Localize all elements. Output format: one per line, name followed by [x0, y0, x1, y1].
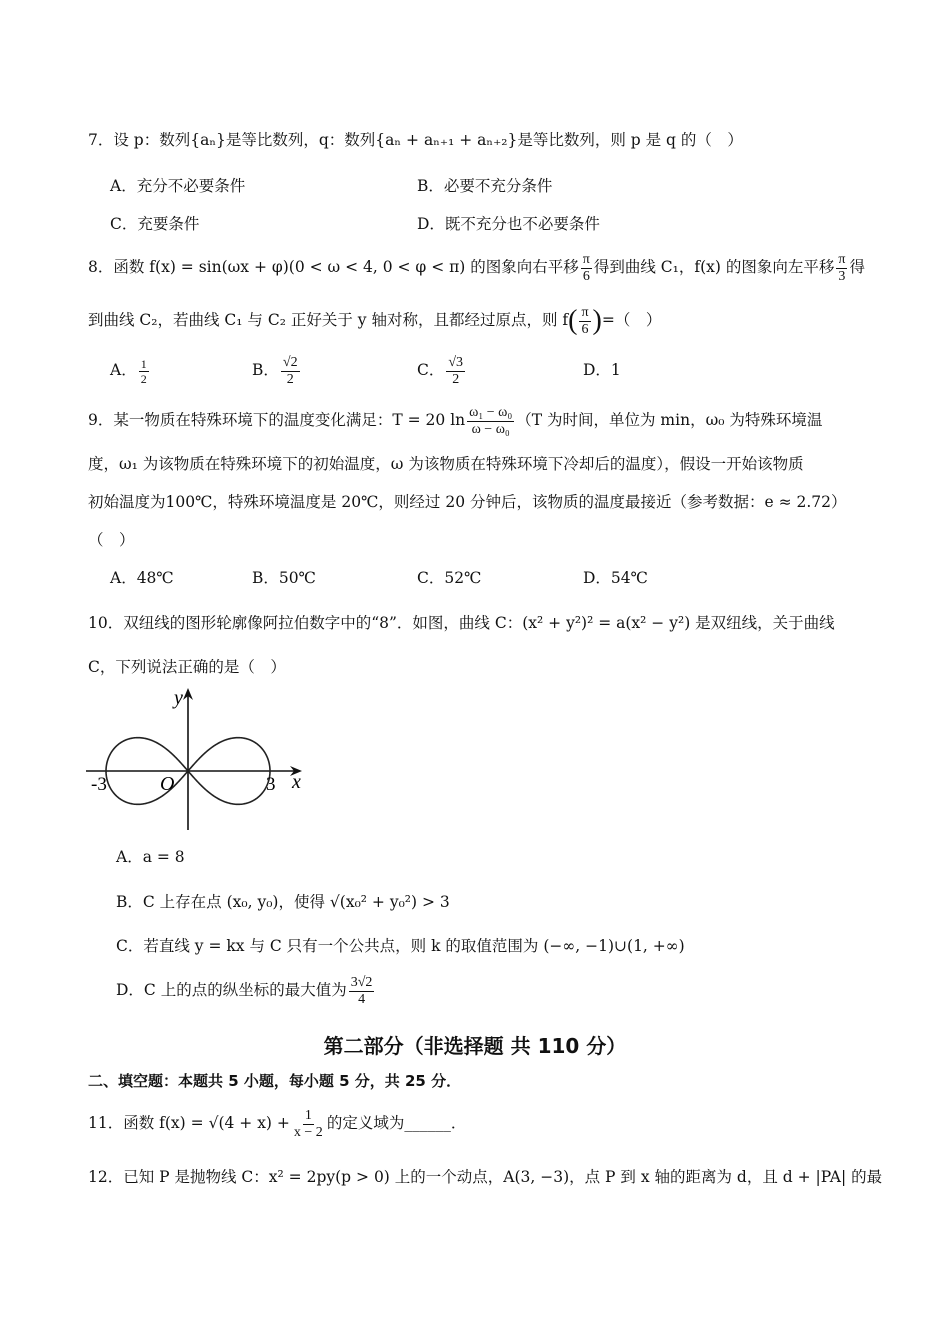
q8-option-a	[110, 352, 151, 388]
q9-stem-line2: 度，ω₁ 为该物质在特殊环境下的初始温度，ω 为该物质在特殊环境下冷却后的温度），假设一开始该物质	[88, 455, 804, 473]
q9-option-b: B．50℃	[252, 569, 316, 587]
q10-option-c: C．若直线 y = kx 与 C 只有一个公共点，则 k 的取值范围为 (−∞, −1)∪(1, +∞)	[116, 937, 685, 955]
q7-option-b: B．必要不充分条件	[417, 177, 553, 195]
q8-frac-den-3: 6	[581, 321, 589, 337]
q10-option-a: A．a = 8	[116, 848, 185, 866]
q8-option-a-den: 2	[140, 371, 147, 386]
q8-frac-num-3: π	[581, 304, 589, 320]
q8-option-b-den: 2	[286, 371, 294, 387]
q8-option-c-frac	[446, 355, 465, 388]
q8-frac-den: 6	[582, 268, 590, 284]
q10-stem-line1: 10．双纽线的图形轮廓像阿拉伯数字中的“8”．如图，曲线 C：(x² + y²)² = a(x² − y²) 是双纽线，关于曲线	[88, 614, 835, 632]
q8-stem-line1	[88, 249, 865, 285]
q8-fraction-pi-6	[581, 252, 592, 285]
section-heading: 二、填空题：本题共 5 小题，每小题 5 分，共 25 分．	[88, 1072, 462, 1090]
q8-option-a-label: A．	[110, 361, 137, 379]
figure-neg3-label: -3	[91, 774, 107, 795]
q8-option-c-den: 2	[452, 371, 460, 387]
q8-option-b	[252, 352, 302, 388]
q8-option-d: D．1	[583, 361, 621, 379]
figure-x-label: x	[292, 771, 301, 793]
figure-y-label: y	[174, 687, 183, 709]
q8-option-a-frac	[139, 357, 149, 386]
q9-option-a: A．48℃	[110, 569, 174, 587]
q10-option-d-frac	[349, 975, 375, 1008]
q8-frac-num-2: π	[838, 251, 846, 267]
q9-option-c: C．52℃	[417, 569, 482, 587]
q9-stem-line4: （ ）	[88, 531, 135, 549]
q11-frac-den: x − 2	[293, 1124, 323, 1140]
q8-option-b-frac	[281, 355, 300, 388]
q11-frac-num: 1	[304, 1107, 312, 1123]
q10-option-d-text: D．C 上的点的纵坐标的最大值为	[116, 981, 347, 999]
q9-stem-line1	[88, 401, 822, 439]
q8-stem-line2: 到曲线 C₂，若曲线 C₁ 与 C₂ 正好关于 y 轴对称，且都经过原点，则 f( $\frac{\pi}{6}$ )=（ ）	[88, 304, 662, 337]
q8-option-c	[417, 352, 467, 388]
q10-option-b: B．C 上存在点 (x₀, y₀)，使得 √(x₀² + y₀²) > 3	[116, 893, 450, 911]
q8-option-c-num: √3	[448, 354, 464, 370]
figure-origin-label: O	[160, 773, 175, 795]
q8-frac-num: π	[582, 251, 590, 267]
figure-pos3-label: 3	[266, 774, 276, 795]
q10-option-d-num: 3√2	[350, 974, 373, 990]
q9-stem-line3: 初始温度为100℃，特殊环境温度是 20℃，则经过 20 分钟后，该物质的温度最接近（参考数据：e ≈ 2.72）	[88, 493, 847, 511]
q7-option-c: C．充要条件	[110, 215, 200, 233]
q11-stem-part2: 的定义域为______．	[326, 1114, 467, 1132]
q8-option-b-num: √2	[282, 354, 298, 370]
q9-stem-part1: 9．某一物质在特殊环境下的温度变化满足：T = 20 ln	[88, 411, 466, 429]
q9-frac-den: ω − ω₀	[471, 421, 510, 437]
q8-option-b-label: B．	[252, 361, 279, 379]
q8-option-c-label: C．	[417, 361, 445, 379]
part2-heading: 第二部分（非选择题 共 110 分）	[323, 1034, 627, 1058]
q7-option-d: D．既不充分也不必要条件	[417, 215, 600, 233]
q11-stem	[88, 1104, 466, 1142]
q8-fraction-arg	[579, 305, 590, 338]
q8-fraction-pi-3	[836, 252, 847, 285]
q9-option-d: D．54℃	[583, 569, 648, 587]
q8-stem-part1: 8．函数 f(x) = sin(ωx + φ)(0 < ω < 4, 0 < φ < π) 的图象向右平移	[88, 258, 579, 276]
q12-stem: 12．已知 P 是抛物线 C：x² = 2py(p > 0) 上的一个动点，A(3, −3)，点 P 到 x 轴的距离为 d，且 d + |PA| 的最	[88, 1168, 883, 1186]
q8-frac-den-2: 3	[838, 268, 846, 284]
q7-option-a: A．充分不必要条件	[110, 177, 246, 195]
q10-option-d	[116, 971, 376, 1009]
q9-stem-part2: （T 为时间，单位为 min，ω₀ 为特殊环境温	[516, 411, 823, 429]
q11-fraction	[292, 1108, 325, 1141]
q10-stem-line2: C，下列说法正确的是（ ）	[88, 658, 286, 676]
q8-stem-part5: =（ ）	[601, 311, 662, 329]
q9-frac-num: ω₁ − ω₀	[469, 404, 513, 420]
q9-fraction	[467, 405, 514, 438]
q7-stem: 7．设 p：数列{aₙ}是等比数列，q：数列{aₙ + aₙ₊₁ + aₙ₊₂}是等比数列，则 p 是 q 的（ ）	[88, 131, 743, 149]
q8-option-a-num: 1	[140, 356, 147, 371]
lemniscate-figure	[84, 684, 314, 834]
q11-stem-part1: 11．函数 f(x) = √(4 + x) +	[88, 1114, 290, 1132]
q8-stem-part3: 得	[849, 258, 865, 276]
q8-stem-part4: 到曲线 C₂，若曲线 C₁ 与 C₂ 正好关于 y 轴对称，且都经过原点，则 f	[88, 311, 569, 329]
q8-stem-part2: 得到曲线 C₁，f(x) 的图象向左平移	[593, 258, 835, 276]
q10-option-d-den: 4	[358, 991, 366, 1007]
